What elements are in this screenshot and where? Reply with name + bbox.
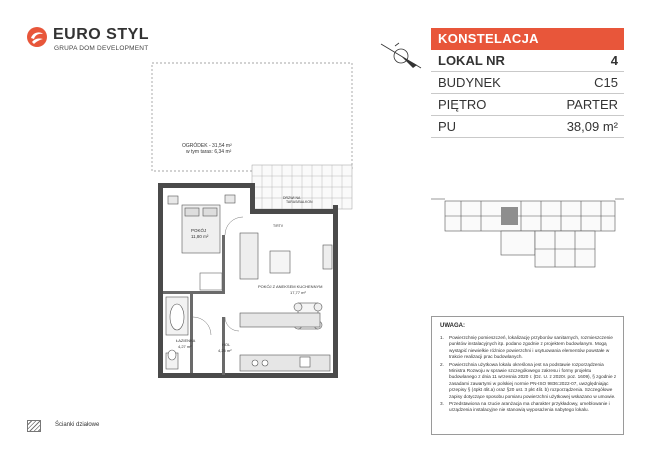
hall-area: 4,25 m²	[218, 348, 232, 353]
notes-box	[431, 316, 624, 435]
bedroom-area: 11,80 m²	[191, 234, 209, 239]
info-label: PIĘTRO	[438, 97, 487, 112]
info-label: LOKAL NR	[438, 53, 505, 68]
hatch-swatch-icon	[27, 420, 41, 432]
info-row-building	[431, 72, 624, 94]
info-value: 38,09 m²	[566, 119, 618, 134]
north-arrow-icon	[377, 38, 423, 74]
brand-subtitle: GRUPA DOM DEVELOPMENT	[54, 45, 149, 52]
bathroom-area: 4,27 m²	[178, 344, 192, 349]
flame-logo-icon	[26, 26, 48, 48]
brand-name: EURO STYL	[53, 26, 150, 43]
building-site-plan	[431, 185, 624, 275]
project-name: KONSTELACJA	[438, 31, 539, 46]
info-value: C15	[594, 75, 618, 90]
unit-info-panel	[431, 28, 624, 136]
note-item: 2. Powierzchnia użytkowa lokalu określona jest na podstawie rozporządzenia Ministra Rozwoju w sprawie szczegółowego zakresu i formy projektu budowlanego z dnia 11 wrzesnia 2020 r. (Dz. U. z 2020r. poz. 1609), § zgodnie z zasadami zawartymi w polskiej normie PN-ISO 9836:2022-07, uwzględniając przepisy § (4pkt 4lit.a) oraz §20 ust. 3 pkt 4lit. b) rozporządzenia. Szczegółowe zapisy dotyczące sposobu pomiaru powierzchni użytkowej wskazano w umowie.	[440, 361, 617, 399]
project-header	[431, 28, 624, 50]
wardrobe	[200, 273, 222, 290]
info-value: 4	[610, 53, 618, 68]
info-value: PARTER	[566, 97, 618, 112]
notes-title: UWAGA:	[440, 323, 465, 329]
legend-label: Ścianki działowe	[55, 422, 100, 428]
note-item: 1. Powierzchnię pomieszczeń, lokalizację przyborów sanitarnych, rozmieszczenie punktów instalacyjnych itp. podano zgodnie z projektem budowlanym. Mogą wystąpić niewielkie różnice powierzchni i usytuowania elementów powstałe w trakcie realizacji prac budowlanych.	[440, 335, 613, 360]
kitchen-counter	[240, 313, 330, 371]
terrace-door-label-2: TARAS/BALKON	[286, 200, 313, 204]
garden-terrace-label: w tym taras: 6,34 m²	[186, 149, 232, 155]
tv-label: T/RTV	[273, 224, 284, 228]
info-row-unit	[431, 50, 624, 72]
terrace-door-label: DRZWI NA	[283, 196, 301, 200]
notes-list	[440, 335, 620, 415]
info-label: BUDYNEK	[438, 75, 501, 90]
living-room-label: POKÓJ Z ANEKSEM KUCHENNYM	[258, 284, 323, 289]
garden-label: OGRÓDEK - 31,54 m²	[182, 143, 232, 149]
bathroom-label: ŁAZIENKA	[176, 338, 196, 343]
living-room-area: 17,77 m²	[290, 290, 306, 295]
note-item: 3. Przedstawiona na rzucie aranżacja ma charakter przykładowy, umeblowanie i urządzenia instalacyjne nie stanowią wyposażenia nabytego lokalu.	[440, 401, 610, 413]
bedroom-label: POKÓJ	[191, 228, 207, 233]
info-row-area	[431, 116, 624, 138]
bathroom-fixtures	[166, 297, 188, 369]
hall-label: HOL	[222, 342, 231, 347]
info-row-floor	[431, 94, 624, 116]
highlighted-unit	[501, 207, 518, 225]
brand-logo	[26, 26, 186, 58]
info-label: PU	[438, 119, 457, 134]
floor-plan	[140, 55, 370, 385]
garden-boundary	[152, 63, 352, 171]
